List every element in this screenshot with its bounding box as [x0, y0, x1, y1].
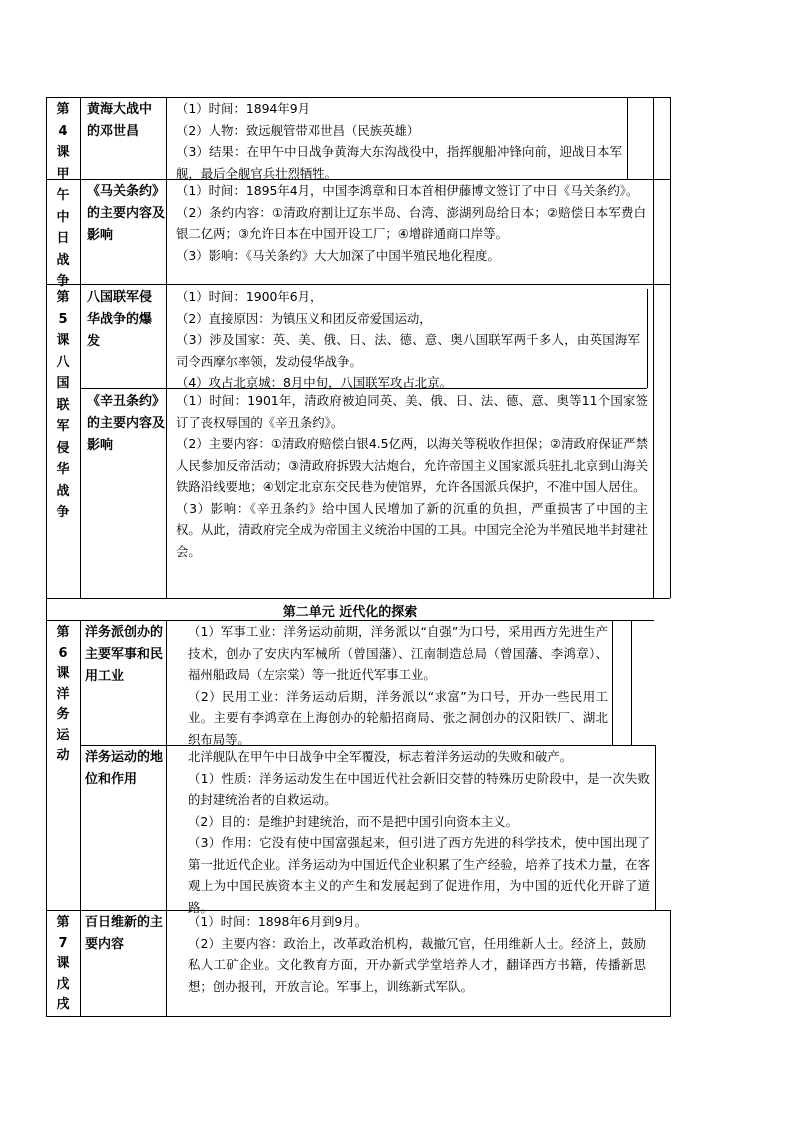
lesson-char: 洋 [56, 686, 70, 702]
topic-hundred-days-reform: 百日维新的主要内容 [85, 915, 164, 952]
lesson-char: 第 [56, 290, 70, 305]
lesson-char: 八 [56, 354, 70, 370]
lesson-char: 第 [56, 102, 70, 117]
topic-self-strengthening-significance: 洋务运动的地位和作用 [85, 750, 164, 787]
content-boxer-protocol: （1）时间：1901年，清政府被迫同英、美、俄、日、法、德、意、奥等11个国家签订了丧权辱国的《辛丑条约》。 （2）主要内容：①清政府赔偿白银4.5亿两，以海关等税收作担保；②清政府保证严禁人民参加反帝活动；③清政府拆毁大沽炮台，允许帝国主义国家派兵驻扎北京到山海关铁路沿线要地；④划定北京东交民巷为使馆界，允许各国派兵保护，不准中国人居住。 （3）影响：《辛丑条约》给中国人民增加了新的沉重的负担，严重损害了中国的主权。从此，清政府完全成为帝国主义统治中国的工具。中国完全沦为半殖民地半封建社会。 [176, 393, 648, 559]
lesson-char: 戌 [56, 997, 70, 1012]
lesson-char: 课 [56, 145, 70, 160]
lesson-char: 午 [56, 188, 70, 203]
lesson-5-label [48, 287, 78, 524]
lesson-char: 中 [56, 209, 70, 225]
lesson-char: 第 [56, 915, 70, 930]
lesson-char: 务 [56, 707, 70, 722]
lesson-char: 7 [58, 935, 68, 951]
lesson-char: 争 [56, 505, 70, 520]
lesson-7-label [48, 913, 78, 1016]
lesson-char: 侵 [56, 440, 70, 456]
lesson-char: 4 [58, 123, 68, 139]
lesson-6-label [48, 623, 78, 767]
lesson-char: 联 [56, 397, 70, 413]
lesson-char: 战 [56, 483, 70, 499]
lesson-char: 课 [56, 956, 70, 971]
lesson-char: 课 [56, 333, 70, 348]
lesson-char: 6 [58, 645, 68, 661]
lesson-char: 运 [56, 727, 70, 743]
content-deng-shichang: （1）时间：1894年9月 （2）人物：致远舰管带邓世昌（民族英雄） （3）结果：在甲午中日战争黄海大东沟战役中，指挥舰船冲锋向前，迎战日本军舰，最后全舰官兵壮烈牺牲。 [176, 101, 622, 181]
lesson-char: 5 [58, 311, 68, 327]
lesson-char: 国 [56, 376, 70, 391]
topic-boxer-protocol: 《辛丑条约》的主要内容及影响 [87, 394, 166, 453]
topic-eight-nation-alliance: 八国联军侵华战争的爆发 [87, 290, 153, 349]
lesson-4-label [48, 99, 78, 293]
topic-deng-shichang: 黄海大战中的邓世昌 [87, 102, 153, 139]
lesson-char: 华 [56, 462, 70, 477]
content-self-strengthening-industry: （1）军事工业：洋务运动前期，洋务派以“自强”为口号，采用西方先进生产技术，创办了安庆内军械所（曾国藩）、江南制造总局（曾国藩、李鸿章）、福州船政局（左宗棠）等一批近代军事工业。 （2）民用工业：洋务运动后期，洋务派以“求富”为口号，开办一些民用工业。主要有李鸿章在上海创办的轮船招商局、张之洞创办的汉阳铁厂、湖北织布局等。 [188, 624, 608, 747]
content-treaty-of-shimonoseki: （1）时间：1895年4月，中国李鸿章和日本首相伊藤博文签订了中日《马关条约》。 （2）条约内容：①清政府割让辽东半岛、台湾、澎湖列岛给日本；②赔偿日本军费白银二亿两；③允许日本在中国开设工厂；④增辟通商口岸等。 （3）影响：《马关条约》大大加深了中国半殖民地化程度。 [176, 183, 646, 263]
unit-title: 第二单元 近代化的探索 [282, 605, 418, 620]
lesson-char: 第 [56, 625, 70, 640]
lesson-char: 军 [56, 419, 70, 434]
topic-treaty-of-shimonoseki: 《马关条约》的主要内容及影响 [87, 184, 166, 243]
lesson-char: 戊 [56, 976, 70, 992]
lesson-char: 动 [56, 748, 70, 763]
lesson-char: 争 [56, 274, 70, 289]
lesson-char: 甲 [56, 166, 70, 182]
content-eight-nation-alliance: （1）时间：1900年6月， （2）直接原因：为镇压义和团反帝爱国运动， （3）涉及国家：英、美、俄、日、法、德、意、奥八国联军两千多人，由英国海军司令西摩尔率领，发动侵华战争。 （4）攻占北京城：8月中旬，八国联军攻占北京。 [176, 289, 640, 390]
lesson-char: 战 [56, 252, 70, 268]
content-hundred-days-reform: （1）时间：1898年6月到9月。 （2）主要内容：政治上，改革政治机构，裁撤冗官，任用维新人士。经济上，鼓励私人工矿企业。文化教育方面，开办新式学堂培养人才，翻译西方书籍，传播新思想；创办报刊，开放言论。军事上，训练新式军队。 [188, 914, 646, 994]
topic-self-strengthening-industry: 洋务派创办的主要军事和民用工业 [85, 625, 164, 684]
content-self-strengthening-significance: 北洋舰队在甲午中日战争中全军覆没，标志着洋务运动的失败和破产。 （1）性质：洋务运动发生在中国近代社会新旧交替的特殊历史阶段中，是一次失败的封建统治者的自救运动。 （2）目的：是维护封建统治，而不是把中国引向资本主义。 （3）作用：它没有使中国富强起来，但引进了西方先进的科学技术，使中国出现了第一批近代企业。洋务运动为中国近代企业积累了生产经验，培养了技术力量，在客观上为中国民族资本主义的产生和发展起到了促进作用，为中国的近代化开辟了道路。 [188, 749, 650, 915]
lesson-char: 日 [56, 231, 70, 246]
lesson-char: 课 [56, 666, 70, 681]
